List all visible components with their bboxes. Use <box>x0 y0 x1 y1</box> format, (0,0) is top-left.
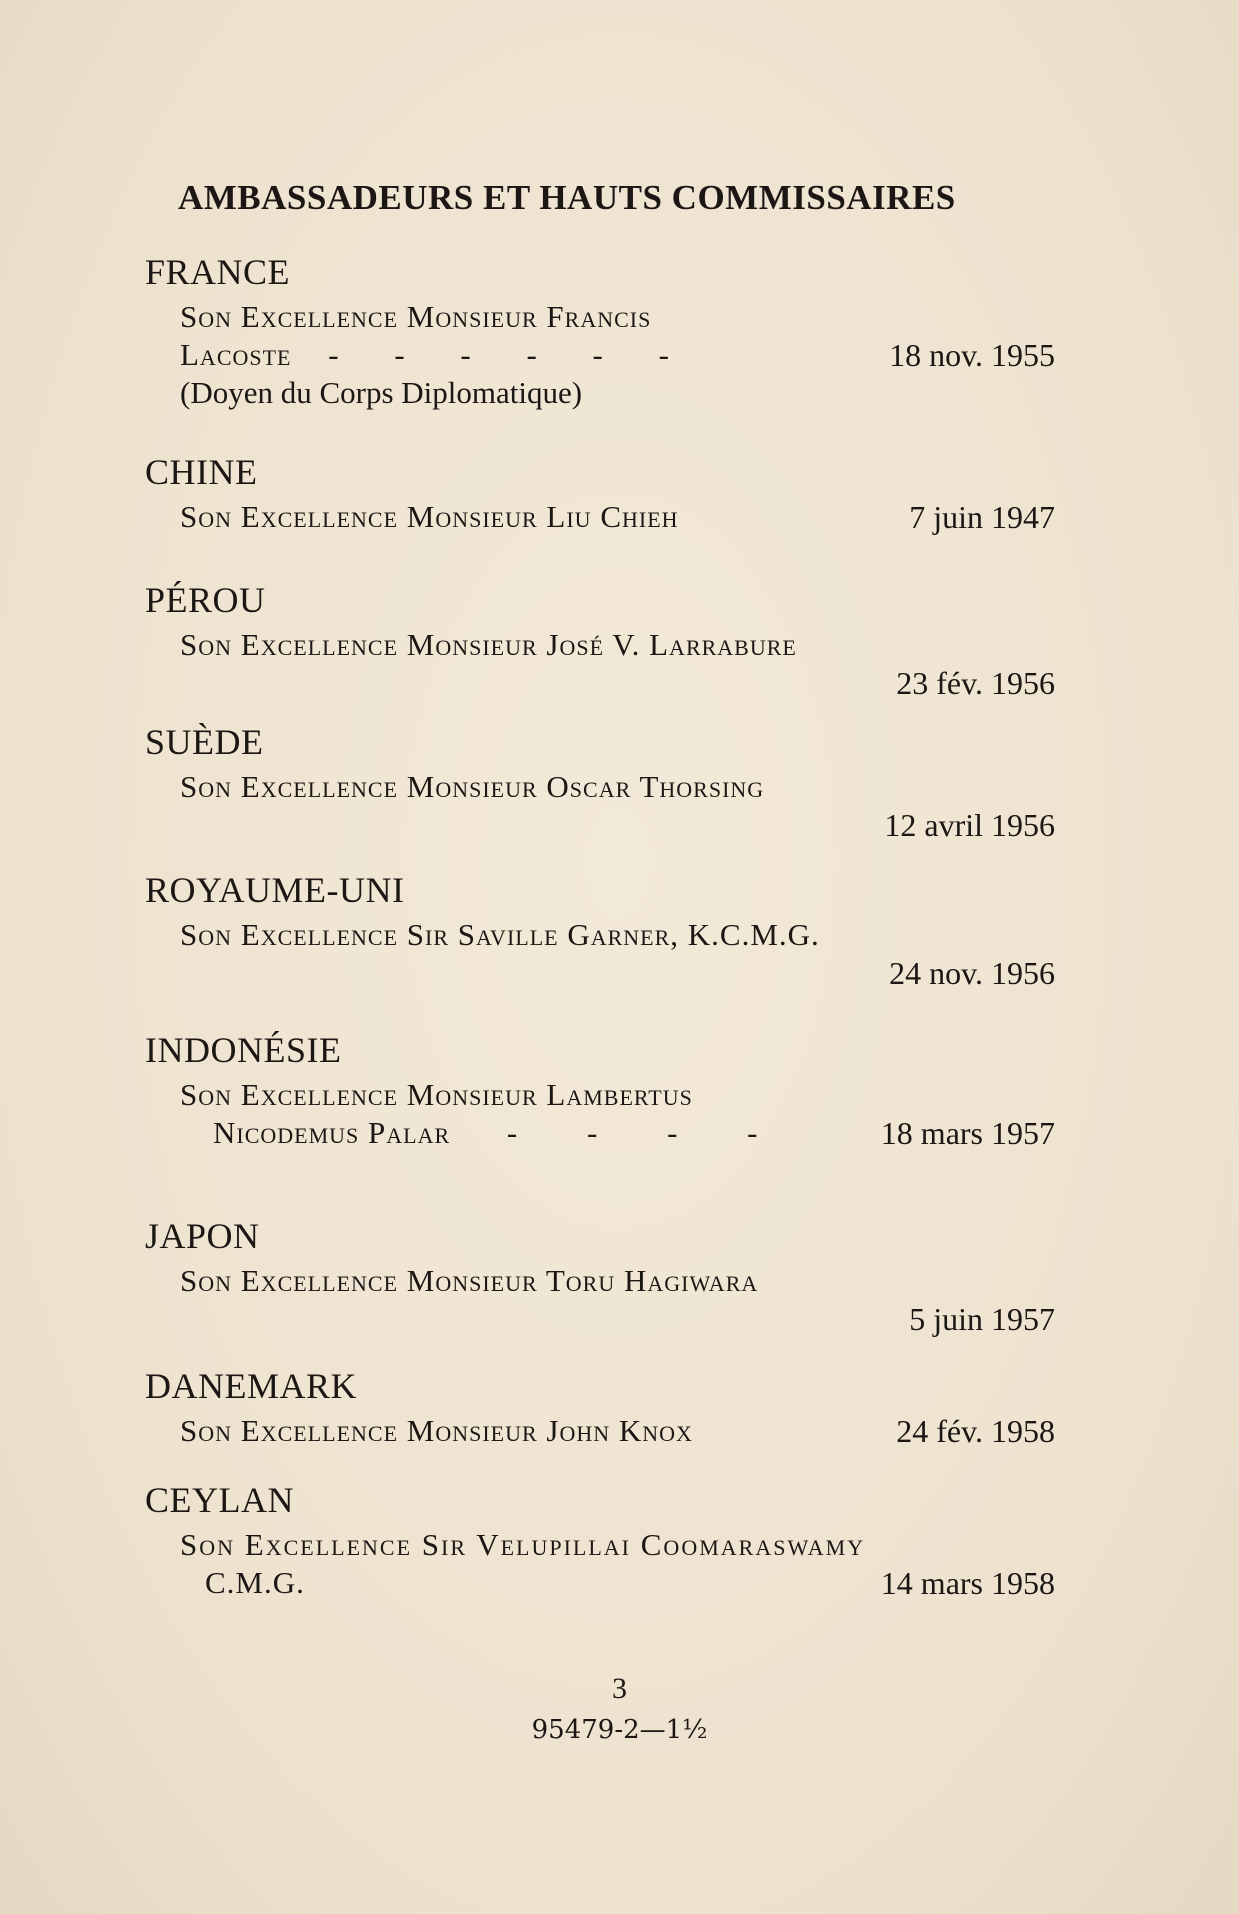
entry-indonesie <box>145 1030 1055 1152</box>
country-name: INDONÉSIE <box>145 1030 342 1070</box>
leader-dashes: - - - - - - <box>328 337 669 372</box>
country-name: JAPON <box>145 1216 260 1256</box>
ambassador-honours: C.M.G. <box>205 1565 305 1600</box>
country-name: FRANCE <box>145 252 291 292</box>
ambassador-line: Son Excellence Sir Velupillai Coomaraswamy <box>180 1527 866 1562</box>
country-name: ROYAUME-UNI <box>145 870 405 910</box>
appointment-date: 7 juin 1947 <box>909 499 1055 535</box>
entry-royaume-uni <box>145 870 1055 992</box>
ambassador-line: Son Excellence Monsieur Toru Hagiwara <box>180 1263 759 1298</box>
ambassador-note: (Doyen du Corps Diplomatique) <box>180 375 583 410</box>
country-name: PÉROU <box>145 580 266 620</box>
country-name: CEYLAN <box>145 1480 294 1520</box>
print-code: 95479-2—1½ <box>531 1715 708 1745</box>
leader-dashes: - - - - <box>506 1115 758 1150</box>
ambassador-line: Son Excellence Monsieur José V. Larrabure <box>180 627 797 662</box>
entry-perou <box>145 580 1055 702</box>
page-title: AMBASSADEURS ET HAUTS COMMISSAIRES <box>178 178 956 217</box>
ambassador-surname: Lacoste <box>180 337 292 372</box>
entry-france <box>145 252 1055 412</box>
appointment-date: 12 avril 1956 <box>884 807 1055 843</box>
appointment-date: 24 fév. 1958 <box>896 1413 1055 1449</box>
page-number: 3 <box>612 1672 627 1705</box>
ambassador-line: Son Excellence Sir Saville Garner, K.C.M.G. <box>180 917 820 952</box>
entry-ceylan <box>145 1480 1055 1602</box>
appointment-date: 18 nov. 1955 <box>889 337 1055 373</box>
appointment-date: 23 fév. 1956 <box>896 665 1055 701</box>
ambassador-line <box>145 1564 1055 1602</box>
appointment-date: 18 mars 1957 <box>880 1115 1055 1151</box>
ambassador-line <box>145 498 1055 536</box>
entry-japon <box>145 1216 1055 1338</box>
appointment-date: 14 mars 1958 <box>880 1565 1055 1601</box>
ambassador-line <box>145 336 1055 374</box>
country-name: DANEMARK <box>145 1366 358 1406</box>
country-name: CHINE <box>145 452 258 492</box>
ambassador-line <box>145 1412 1055 1450</box>
entry-chine <box>145 452 1055 536</box>
appointment-date: 5 juin 1957 <box>909 1301 1055 1337</box>
ambassador-name: Son Excellence Monsieur Liu Chieh <box>180 499 679 534</box>
ambassador-surname: Nicodemus Palar <box>213 1115 451 1150</box>
ambassador-line: Son Excellence Monsieur Oscar Thorsing <box>180 769 765 804</box>
country-name: SUÈDE <box>145 722 264 762</box>
ambassador-name: Son Excellence Monsieur John Knox <box>180 1413 693 1448</box>
ambassador-line: Son Excellence Monsieur Lambertus <box>180 1077 693 1112</box>
entry-danemark <box>145 1366 1055 1450</box>
appointment-date: 24 nov. 1956 <box>889 955 1055 991</box>
ambassador-line: Son Excellence Monsieur Francis <box>180 299 652 334</box>
ambassador-line <box>145 1114 1055 1152</box>
entry-suede <box>145 722 1055 844</box>
